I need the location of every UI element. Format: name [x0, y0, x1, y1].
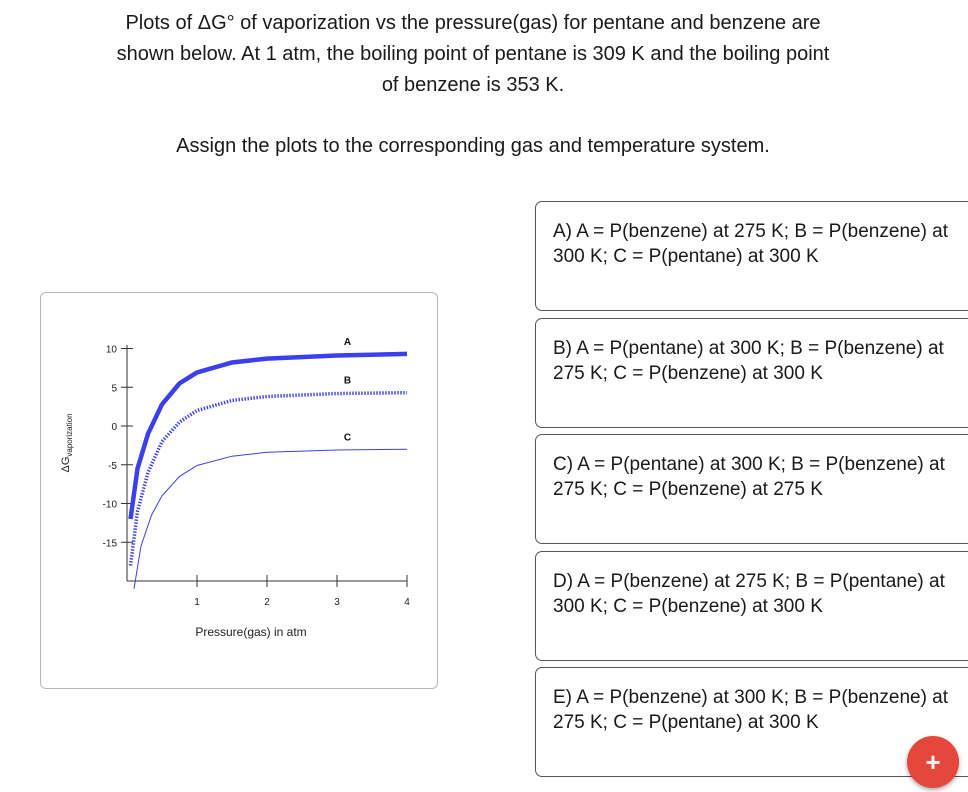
y-axis-label [60, 413, 74, 472]
series-c-line [134, 449, 407, 589]
figure-frame [40, 292, 438, 689]
series-b-label: B [343, 375, 352, 387]
series-a-label: A [343, 336, 352, 348]
option-d[interactable] [535, 551, 968, 661]
y-tick-label: 10 [105, 344, 117, 356]
option-c[interactable] [535, 434, 968, 544]
option-a-label: A) A = P(benzene) at 275 K; B = P(benzene) at 300 K; C = P(pentane) at 300 K [553, 221, 949, 267]
add-button[interactable]: + [907, 736, 959, 788]
question-line-2: shown below. At 1 atm, the boiling point of pentane is 309 K and the boiling point [116, 43, 830, 65]
y-tick-label: 0 [111, 422, 117, 433]
x-tick-label: 4 [404, 597, 410, 608]
option-b[interactable] [535, 318, 968, 428]
series-a-line [131, 354, 408, 519]
option-e-label: E) A = P(benzene) at 300 K; B = P(benzene) at 275 K; C = P(pentane) at 300 K [553, 687, 949, 733]
series-c-label: C [343, 432, 352, 444]
question-text [60, 8, 886, 101]
y-axis-label-main: ΔG [60, 456, 72, 473]
question-line-1: Plots of ΔG° of vaporization vs the pressure(gas) for pentane and benzene are [125, 12, 821, 34]
delta-g-chart [41, 293, 439, 690]
x-axis-label: Pressure(gas) in atm [195, 625, 307, 639]
option-e[interactable] [535, 667, 968, 777]
y-tick-label: -15 [102, 538, 117, 550]
y-tick-label: -10 [102, 499, 117, 511]
y-tick-label: 5 [111, 383, 117, 395]
question-line-3: of benzene is 353 K. [381, 74, 565, 96]
option-c-label: C) A = P(pentane) at 300 K; B = P(benzene) at 275 K; C = P(benzene) at 275 K [553, 454, 945, 500]
option-a[interactable] [535, 201, 968, 311]
x-tick-label: 1 [194, 597, 200, 608]
option-b-label: B) A = P(pentane) at 300 K; B = P(benzene) at 275 K; C = P(benzene) at 300 K [553, 338, 944, 384]
y-axis-label-sub: vaporization [65, 413, 74, 457]
option-d-label: D) A = P(benzene) at 275 K; B = P(pentane) at 300 K; C = P(benzene) at 300 K [553, 571, 945, 617]
series-b-line [131, 393, 408, 566]
x-tick-label: 2 [264, 597, 270, 608]
x-tick-label: 3 [334, 597, 340, 608]
instruction-text: Assign the plots to the corresponding gas and temperature system. [176, 135, 770, 157]
y-tick-label: -5 [108, 460, 117, 472]
